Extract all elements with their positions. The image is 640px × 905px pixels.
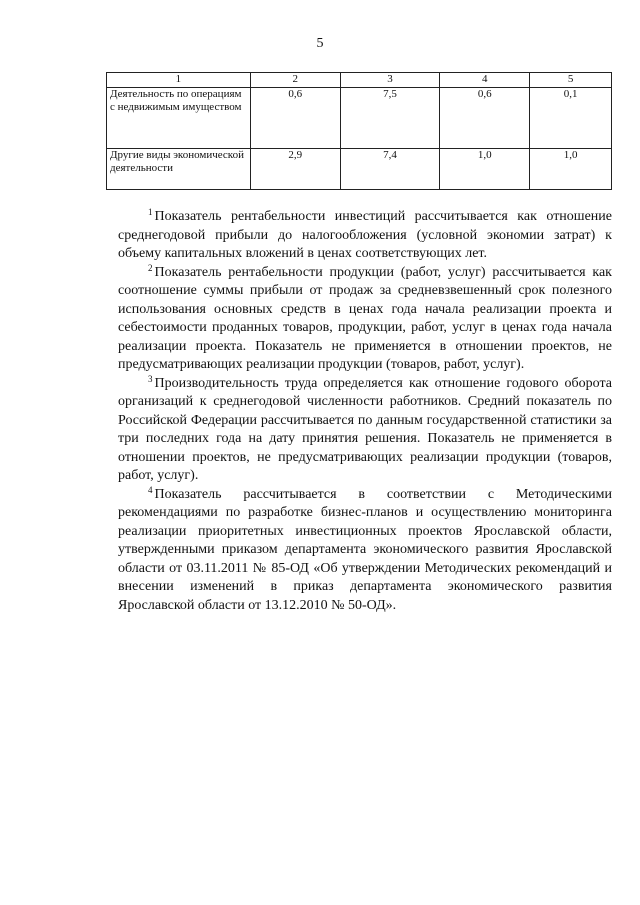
table-cell: 0,6 (250, 88, 340, 149)
footnotes (118, 208, 612, 615)
footnote-mark: 1 (148, 207, 153, 217)
table-header-cell: 3 (340, 73, 440, 88)
table-cell: 0,1 (530, 88, 612, 149)
footnote-mark: 4 (148, 484, 153, 495)
table-header-cell: 4 (440, 73, 530, 88)
table-cell: 1,0 (530, 149, 612, 190)
table-header-cell: 5 (530, 73, 612, 88)
data-table (106, 72, 612, 190)
footnote (118, 264, 612, 375)
footnote-text: Производительность труда определяется как отношение годового оборота организаций к среднегодовой численности работников. Средний показатель по Российской Федерации рассчитывается по данным государственной статистики за три последних года на дату принятия решения. Показатель не применяется в отношении проектов, не предусматривающих реализации продукции (товаров, работ, услуг). (118, 375, 612, 483)
table-row-label: Деятельность по операциям с недвижимым имуществом (107, 88, 251, 149)
footnote-text: Показатель рентабельности инвестиций рассчитывается как отношение среднегодовой прибыли до налогообложения (условной экономии затрат) к объему капитальных вложений в ценах соответствующих лет. (118, 209, 612, 261)
table-cell: 7,5 (340, 88, 440, 149)
table-header-cell: 1 (107, 73, 251, 88)
table-header-row (107, 73, 612, 88)
page-number: 5 (316, 36, 324, 51)
table-cell: 0,6 (440, 88, 530, 149)
table-row-label: Другие виды экономической деятельности (107, 149, 251, 190)
footnote (118, 208, 612, 264)
table-header-cell: 2 (250, 73, 340, 88)
footnote-mark: 3 (148, 373, 153, 384)
table-cell: 7,4 (340, 149, 440, 190)
footnote-text: Показатель рассчитывается в соответствии с Методическими рекомендациями по разработке бизнес-планов и осуществлению мониторинга реализации приоритетных инвестиционных проектов Ярославской области, утвержденными приказом департамента экономического развития Ярославской области от 03.11.2011 № 85-ОД «Об утверждении Методических рекомендаций и внесении изменений в приказ департамента экономического развития Ярославской области от 13.12.2010 № 50-ОД». (118, 486, 612, 613)
footnote-mark: 2 (148, 262, 153, 273)
table-cell: 2,9 (250, 149, 340, 190)
table-row (107, 88, 612, 149)
footnote-text: Показатель рентабельности продукции (работ, услуг) рассчитывается как соотношение суммы прибыли от продаж за средневзвешенный срок полезного использования основных средств в ценах года начала реализации проекта и себестоимости проданных товаров, продукции, работ, услуг в ценах года начала реализации проекта. Показатель не применяется в отношении проектов, не предусматривающих реализации продукции (товаров, работ, услуг). (118, 264, 612, 372)
table-cell: 1,0 (440, 149, 530, 190)
footnote (118, 375, 612, 486)
table-row (107, 149, 612, 190)
footnote (118, 486, 612, 616)
